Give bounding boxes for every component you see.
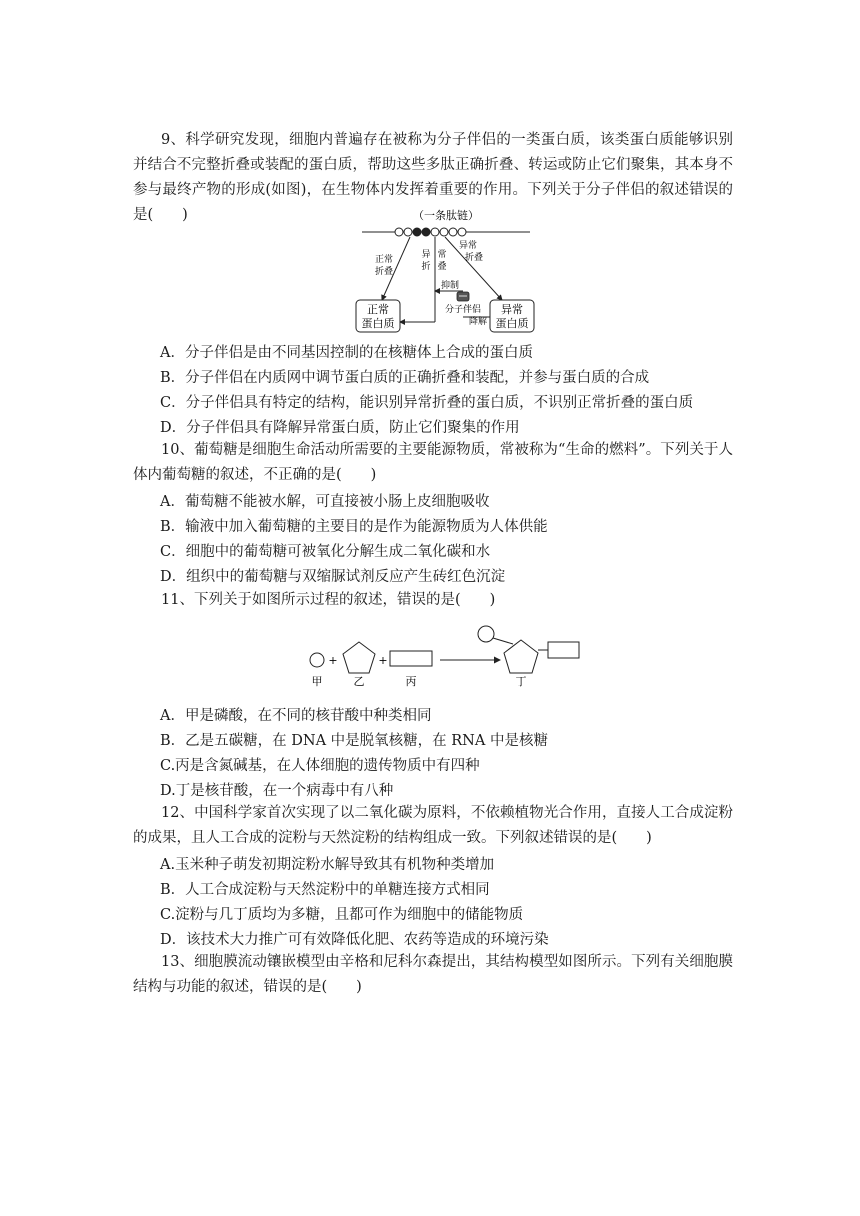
abnormal-fold-mid-4: 叠 <box>437 262 447 272</box>
degrade-label: 降解 <box>468 317 488 327</box>
label-yi: 乙 <box>353 675 365 688</box>
question-10 <box>133 438 733 488</box>
label-ding: 丁 <box>515 675 527 688</box>
abnormal-fold-right-2: 折叠 <box>464 253 484 263</box>
q11-option-a: A．甲是磷酸，在不同的核苷酸中种类相同 <box>160 708 432 724</box>
chaperone-diagram <box>350 206 540 336</box>
plus-sign-1: + <box>328 654 338 667</box>
question-11 <box>133 588 733 613</box>
abnormal-fold-mid-2: 常 <box>437 250 447 260</box>
question-13 <box>133 950 733 1000</box>
q10-option-b: B．输液中加入葡萄糖的主要目的是作为能源物质为人体供能 <box>160 519 548 535</box>
chaperone-icon <box>457 292 469 301</box>
label-jia: 甲 <box>311 675 323 688</box>
pentose-shape <box>343 642 375 673</box>
question-9-stem: 9、科学研究发现，细胞内普遍存在被称为分子伴侣的一类蛋白质，该类蛋白质能够识别并结合不完整折叠或装配的蛋白质，帮助这些多肽正确折叠、转运或防止它们聚集，其本身不参与最终产物的形成(如图)，在生物体内发挥着重要的作用。下列关于分子伴侣的叙述错误的是( ) <box>133 132 733 223</box>
q10-option-c: C．细胞中的葡萄糖可被氧化分解生成二氧化碳和水 <box>160 544 491 560</box>
normal-fold-label-1: 正常 <box>374 255 394 265</box>
plus-sign-2: + <box>378 654 388 667</box>
peptide-chain-label: （一条肽链） <box>413 209 479 222</box>
q12-option-c: C.淀粉与几丁质均为多糖，且都可作为细胞中的储能物质 <box>160 907 524 923</box>
abnormal-protein-label-2: 蛋白质 <box>495 317 529 330</box>
abnormal-fold-right-1: 异常 <box>458 241 478 251</box>
question-10-stem: 10、葡萄糖是细胞生命活动所需要的主要能源物质，常被称为“生命的燃料”。下列关于人体内葡萄糖的叙述，不正确的是( ) <box>133 442 733 483</box>
normal-protein-label-2: 蛋白质 <box>361 317 395 330</box>
base-shape <box>390 651 432 666</box>
q11-option-c: C.丙是含氮碱基，在人体细胞的遗传物质中有四种 <box>160 758 480 774</box>
label-bing: 丙 <box>405 675 417 688</box>
q11-option-d: D.丁是核苷酸，在一个病毒中有八种 <box>160 783 394 799</box>
peptide-chain-residues <box>395 228 466 236</box>
question-12-stem: 12、中国科学家首次实现了以二氧化碳为原料，不依赖植物光合作用，直接人工合成淀粉的成果，且人工合成的淀粉与天然淀粉的结构组成一致。下列叙述错误的是( ) <box>133 805 733 846</box>
q11-option-b: B．乙是五碳糖，在 DNA 中是脱氧核糖，在 RNA 中是核糖 <box>160 733 548 749</box>
phosphate-shape <box>310 653 324 667</box>
question-11-stem: 11、下列关于如图所示过程的叙述，错误的是( ) <box>161 592 496 608</box>
chaperone-label: 分子伴侣 <box>444 305 482 315</box>
question-12 <box>133 801 733 851</box>
abnormal-fold-mid-3: 折 <box>421 262 431 272</box>
abnormal-protein-label-1: 异常 <box>501 303 523 316</box>
normal-fold-label-2: 折叠 <box>374 267 394 277</box>
nucleotide-diagram <box>300 622 590 690</box>
question-13-stem: 13、细胞膜流动镶嵌模型由辛格和尼科尔森提出，其结构模型如图所示。下列有关细胞膜结构与功能的叙述，错误的是( ) <box>133 954 733 995</box>
q12-option-a: A.玉米种子萌发初期淀粉水解导致其有机物种类增加 <box>160 857 495 873</box>
q9-option-d: D．分子伴侣具有降解异常蛋白质，防止它们聚集的作用 <box>160 420 520 436</box>
nucleotide-shape <box>478 626 579 673</box>
q9-option-c: C．分子伴侣具有特定的结构，能识别异常折叠的蛋白质，不识别正常折叠的蛋白质 <box>160 395 694 411</box>
abnormal-fold-mid-1: 异 <box>421 250 431 260</box>
q10-option-d: D．组织中的葡萄糖与双缩脲试剂反应产生砖红色沉淀 <box>160 569 506 585</box>
q10-option-a: A．葡萄糖不能被水解，可直接被小肠上皮细胞吸收 <box>160 494 490 510</box>
inhibit-label: 抑制 <box>440 281 460 291</box>
normal-protein-label-1: 正常 <box>367 303 389 316</box>
q12-option-d: D．该技术大力推广可有效降低化肥、农药等造成的环境污染 <box>160 932 549 948</box>
q9-option-b: B．分子伴侣在内质网中调节蛋白质的正确折叠和装配，并参与蛋白质的合成 <box>160 370 650 386</box>
q9-option-a: A．分子伴侣是由不同基因控制的在核糖体上合成的蛋白质 <box>160 345 533 361</box>
q12-option-b: B．人工合成淀粉与天然淀粉中的单糖连接方式相同 <box>160 882 490 898</box>
